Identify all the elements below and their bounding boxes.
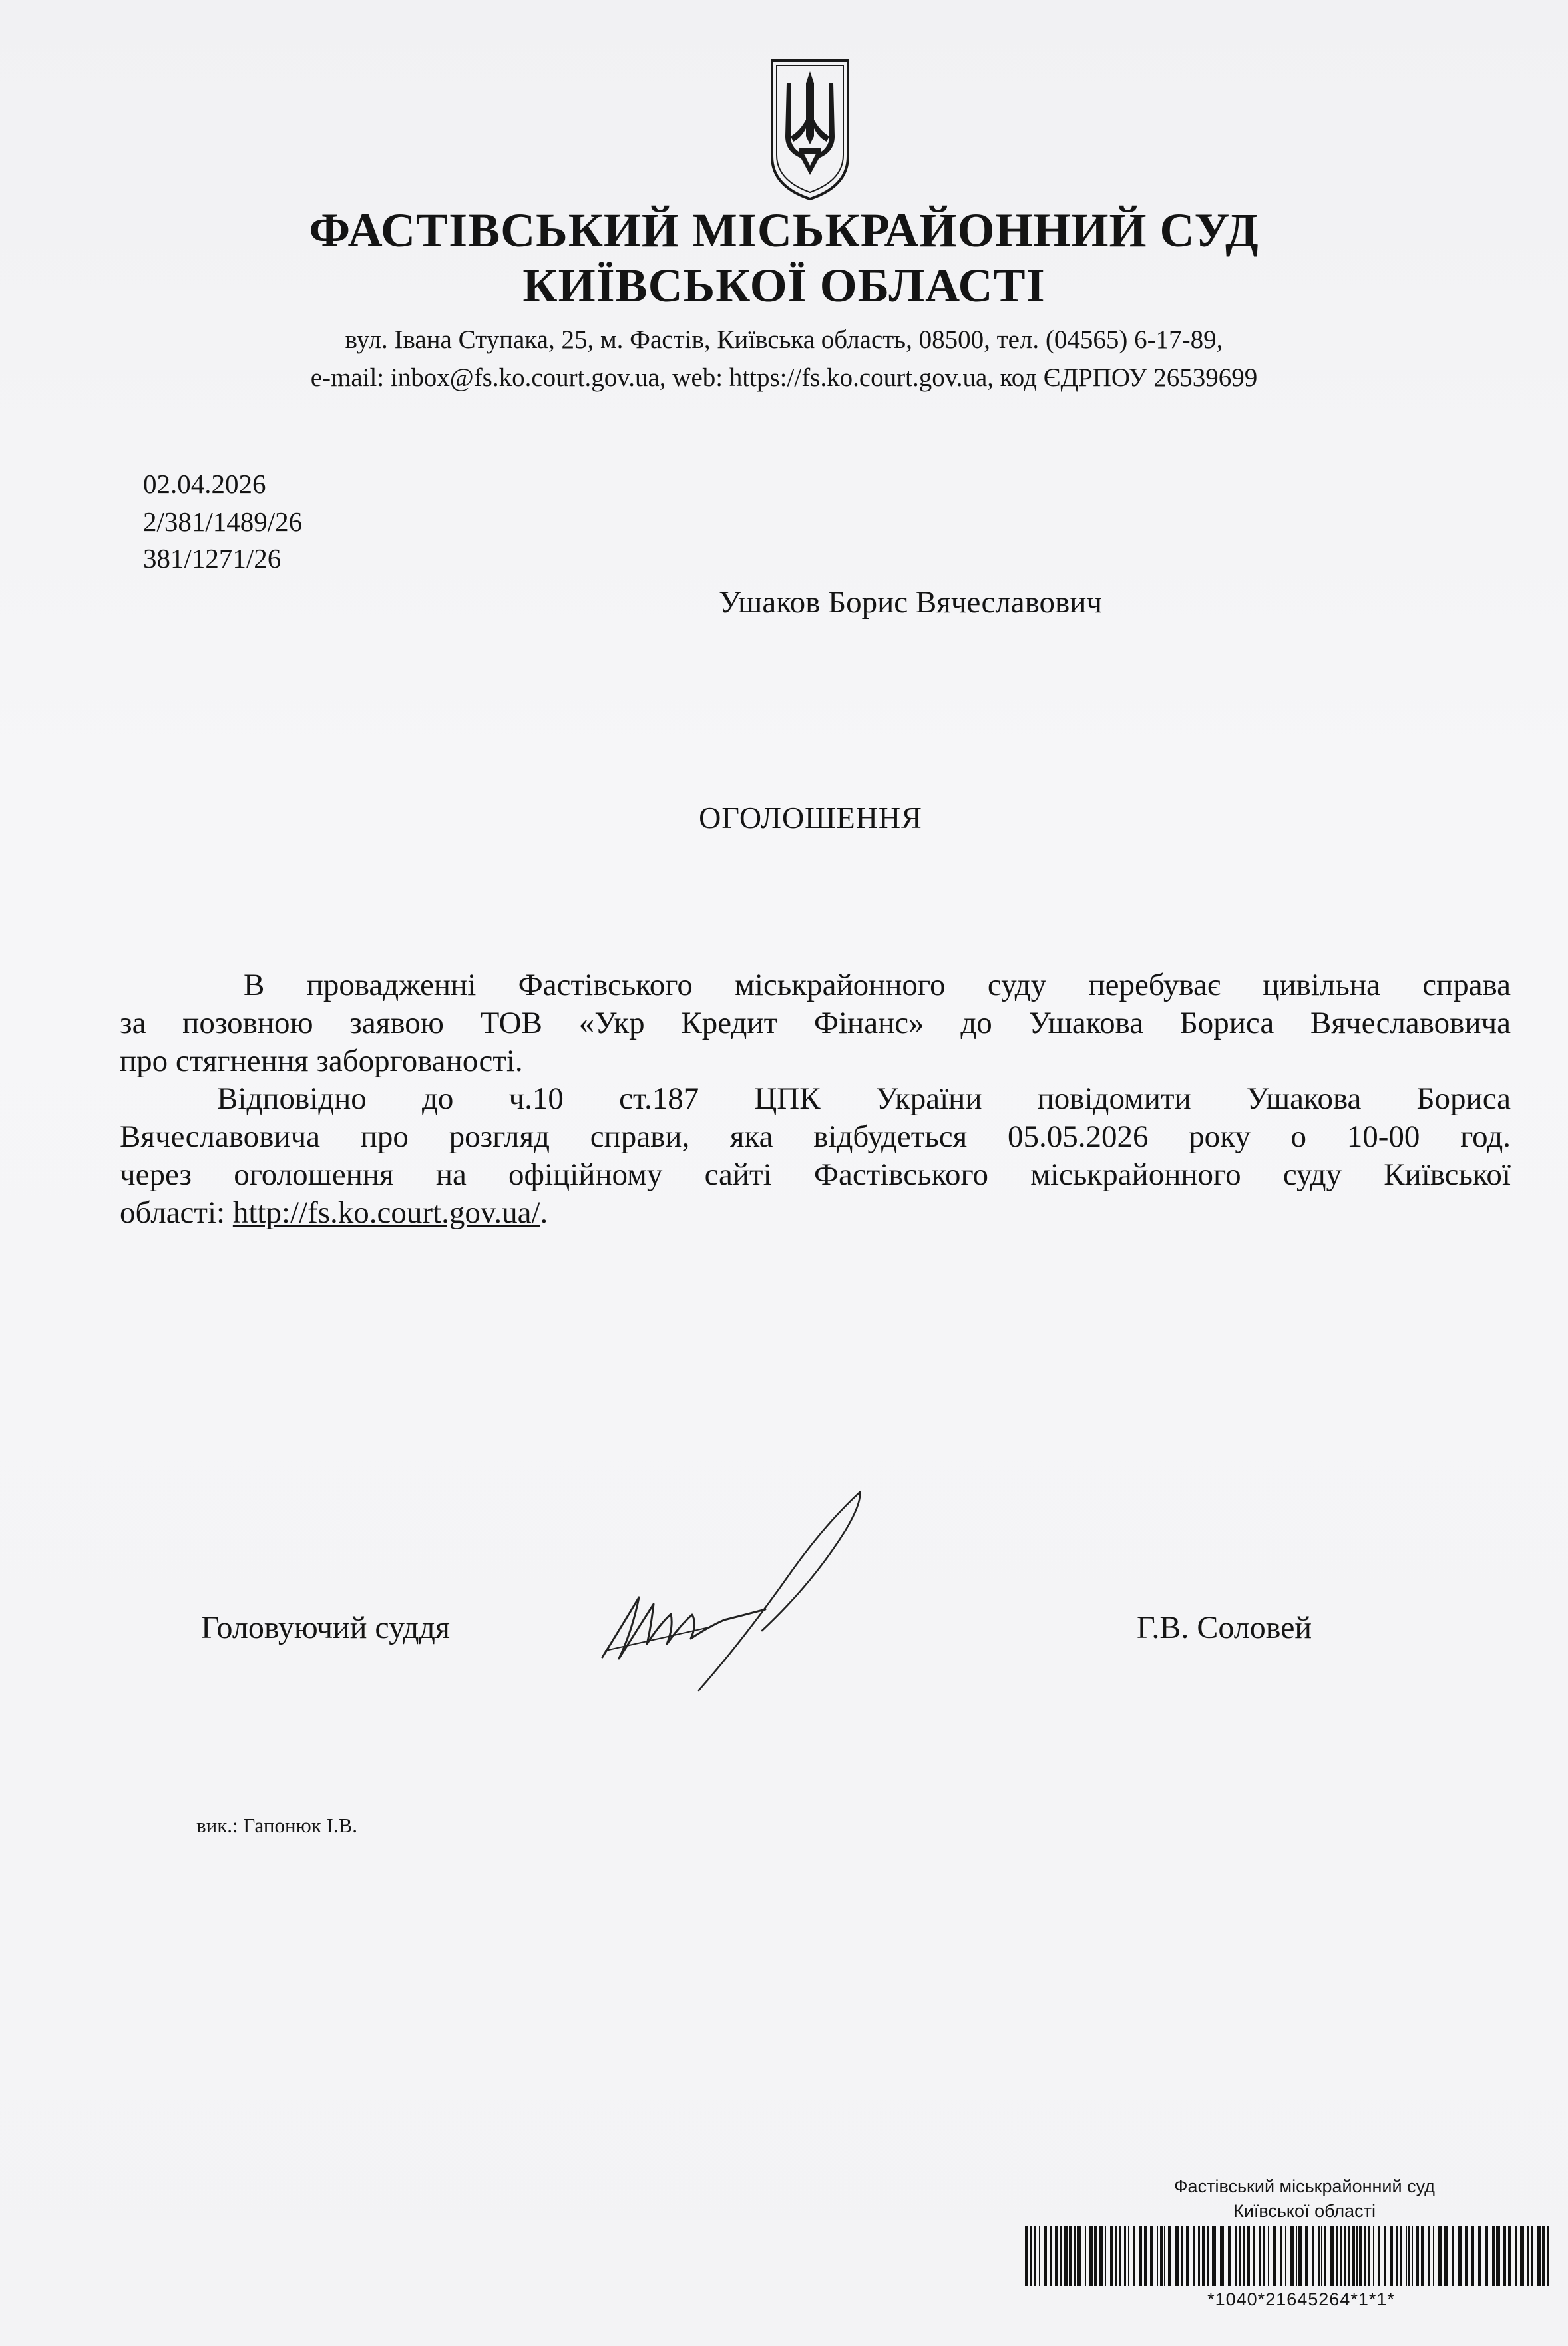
barcode-bar <box>1408 2226 1410 2286</box>
barcode-bar <box>1384 2226 1386 2286</box>
body-line: за позовною заявою ТОВ «Укр Кредит Фінанс» до Ушакова Бориса Вячеславовича <box>120 1006 1511 1040</box>
barcode-bar <box>1452 2226 1454 2286</box>
barcode-bar <box>1416 2226 1419 2286</box>
barcode-bar <box>1212 2226 1216 2286</box>
barcode-bar <box>1285 2226 1286 2286</box>
barcode-bar <box>1373 2226 1374 2286</box>
barcode-bar <box>1348 2226 1350 2286</box>
barcode-bar <box>1168 2226 1171 2286</box>
barcode-bar <box>1515 2226 1517 2286</box>
barcode-bar <box>1089 2226 1093 2286</box>
barcode-bar <box>1263 2226 1265 2286</box>
barcode-bar <box>1340 2226 1342 2286</box>
barcode-bar <box>1119 2226 1121 2286</box>
barcode-bar <box>1336 2226 1338 2286</box>
barcode-bar <box>1253 2226 1255 2286</box>
signatory-name: Г.В. Соловей <box>1137 1610 1312 1645</box>
court-contacts: e-mail: inbox@fs.ko.court.gov.ua, web: https://fs.ko.court.gov.ua, код ЄДРПОУ 26539699 <box>310 363 1258 392</box>
barcode-bar <box>1400 2226 1402 2286</box>
barcode-bar <box>1492 2226 1495 2286</box>
barcode-bar <box>1458 2226 1462 2286</box>
barcode-bar <box>1110 2226 1113 2286</box>
barcode-bar <box>1069 2226 1072 2286</box>
barcode-bar <box>1503 2226 1506 2286</box>
barcode-bar <box>1471 2226 1474 2286</box>
barcode-bar <box>1030 2226 1032 2286</box>
barcode-bar <box>1290 2226 1294 2286</box>
announcement-body <box>120 966 1511 1232</box>
barcode-bar <box>1421 2226 1424 2286</box>
barcode-bar <box>1531 2226 1533 2286</box>
barcode-number: *1040*21645264*1*1* <box>1207 2289 1395 2309</box>
barcode-bar <box>1305 2226 1308 2286</box>
barcode-bar <box>1247 2226 1250 2286</box>
stamp-court-name: Фастівський міськрайонний суд <box>1174 2176 1435 2196</box>
court-address: вул. Івана Ступака, 25, м. Фастів, Київська область, 08500, тел. (04565) 6-17-89, <box>345 325 1223 354</box>
barcode-bar <box>1280 2226 1282 2286</box>
barcode-bar <box>1243 2226 1245 2286</box>
barcode-bar <box>1478 2226 1481 2286</box>
barcode-bar <box>1085 2226 1086 2286</box>
barcode-bar <box>1060 2226 1062 2286</box>
barcode-bar <box>1164 2226 1165 2286</box>
barcode-bar <box>1094 2226 1097 2286</box>
barcode-bar <box>1465 2226 1468 2286</box>
barcode-bar <box>1356 2226 1358 2286</box>
body-text-prefix: області: <box>120 1195 233 1230</box>
barcode-bar <box>1074 2226 1076 2286</box>
case-number-1: 2/381/1489/26 <box>143 506 303 537</box>
addressee: Ушаков Борис Вячеславович <box>719 585 1103 620</box>
barcode-bar <box>1390 2226 1393 2286</box>
executor-note: вик.: Гапонюк І.В. <box>196 1814 358 1837</box>
barcode-bar <box>1537 2226 1541 2286</box>
body-line: Вячеславовича про розгляд справи, яка відбудеться 05.05.2026 року о 10-00 год. <box>120 1119 1511 1154</box>
barcode-bar <box>1406 2226 1407 2286</box>
barcode-bar <box>1298 2226 1302 2286</box>
barcode-bar <box>1520 2226 1524 2286</box>
body-text-suffix: . <box>540 1195 548 1230</box>
handwritten-signature <box>592 1484 898 1710</box>
barcode-bar <box>1324 2226 1326 2286</box>
barcode-bar <box>1496 2226 1500 2286</box>
coat-of-arms-icon <box>767 57 853 203</box>
barcode-bar <box>1202 2226 1205 2286</box>
barcode-bar <box>1115 2226 1117 2286</box>
document-date: 02.04.2026 <box>143 469 266 499</box>
barcode-bar <box>1273 2226 1276 2286</box>
barcode-bar <box>1433 2226 1434 2286</box>
barcode-bar <box>1312 2226 1314 2286</box>
barcode-bar <box>1318 2226 1320 2286</box>
case-number-2: 381/1271/26 <box>143 543 282 574</box>
barcode-bar <box>1077 2226 1081 2286</box>
barcode-bar <box>1207 2226 1209 2286</box>
barcode-bar <box>1412 2226 1413 2286</box>
barcode-bar <box>1352 2226 1355 2286</box>
barcode-bar <box>1139 2226 1142 2286</box>
body-line: Відповідно до ч.10 ст.187 ЦПК України повідомити Ушакова Бориса <box>217 1081 1511 1116</box>
barcode-bar <box>1438 2226 1442 2286</box>
barcode-bar <box>1193 2226 1195 2286</box>
barcode-icon <box>1025 2226 1551 2286</box>
signatory-role: Головуючий суддя <box>201 1610 450 1645</box>
barcode-bar <box>1364 2226 1366 2286</box>
court-website-link[interactable]: http://fs.ko.court.gov.ua/ <box>232 1195 540 1230</box>
barcode-bar <box>1444 2226 1448 2286</box>
barcode-bar <box>1175 2226 1179 2286</box>
barcode-bar <box>1186 2226 1189 2286</box>
barcode-bar <box>1064 2226 1068 2286</box>
body-line: про стягнення заборгованості. <box>120 1044 523 1078</box>
barcode-bar <box>1296 2226 1297 2286</box>
barcode-bar <box>1160 2226 1163 2286</box>
barcode-bar <box>1157 2226 1158 2286</box>
body-line: через оголошення на офіційному сайті Фастівського міськрайонного суду Київської <box>120 1157 1511 1192</box>
barcode-bar <box>1428 2226 1430 2286</box>
barcode-bar <box>1034 2226 1036 2286</box>
barcode-bar <box>1050 2226 1052 2286</box>
court-name-line1: ФАСТІВСЬКИЙ МІСЬКРАЙОННИЙ СУД <box>309 204 1259 257</box>
barcode-bar <box>1228 2226 1231 2286</box>
document-heading: ОГОЛОШЕННЯ <box>699 801 922 835</box>
barcode-bar <box>1105 2226 1106 2286</box>
barcode-bar <box>1239 2226 1241 2286</box>
barcode-bar <box>1344 2226 1346 2286</box>
barcode-bar <box>1542 2226 1545 2286</box>
barcode-bar <box>1181 2226 1183 2286</box>
barcode-bar <box>1025 2226 1028 2286</box>
barcode-bar <box>1508 2226 1511 2286</box>
barcode-bar <box>1044 2226 1047 2286</box>
barcode-bar <box>1368 2226 1370 2286</box>
body-line: В провадженні Фастівського міськрайонного суду перебуває цивільна справа <box>244 968 1511 1002</box>
barcode-bar <box>1133 2226 1135 2286</box>
barcode-bar <box>1527 2226 1529 2286</box>
barcode-bar <box>1124 2226 1126 2286</box>
barcode-bar <box>1396 2226 1398 2286</box>
barcode-bar <box>1128 2226 1129 2286</box>
court-name-line2: КИЇВСЬКОЇ ОБЛАСТІ <box>522 259 1046 312</box>
stamp-region: Київської області <box>1233 2201 1376 2221</box>
barcode-bar <box>1359 2226 1362 2286</box>
barcode-bar <box>1268 2226 1269 2286</box>
barcode-bar <box>1099 2226 1103 2286</box>
barcode-bar <box>1321 2226 1322 2286</box>
barcode-bar <box>1485 2226 1488 2286</box>
body-line-with-link <box>120 1194 1511 1232</box>
barcode-bar <box>1039 2226 1040 2286</box>
barcode-bar <box>1259 2226 1261 2286</box>
barcode-bar <box>1144 2226 1147 2286</box>
barcode-bar <box>1235 2226 1237 2286</box>
barcode-bar <box>1330 2226 1334 2286</box>
barcode-bar <box>1378 2226 1380 2286</box>
barcode-bar <box>1547 2226 1549 2286</box>
barcode-bar <box>1220 2226 1224 2286</box>
barcode-bar <box>1198 2226 1200 2286</box>
barcode-bar <box>1150 2226 1153 2286</box>
barcode-bar <box>1055 2226 1058 2286</box>
